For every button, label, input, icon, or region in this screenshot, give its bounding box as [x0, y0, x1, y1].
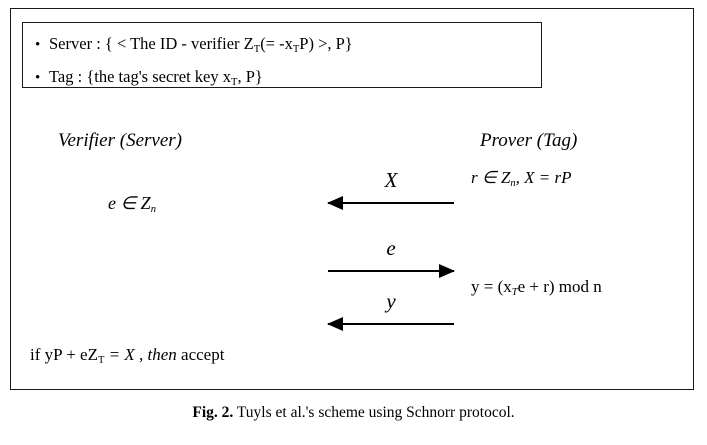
tag-assumption-prefix: Tag : {the tag's secret key x: [49, 67, 232, 86]
message-e-arrow: [328, 236, 454, 286]
assumptions-box: [22, 22, 542, 88]
prover-response-lhs: y = (x: [471, 277, 512, 296]
figure-caption: [0, 404, 707, 422]
arrow-shaft: [328, 323, 454, 325]
server-assumption: [35, 29, 531, 62]
prover-response-rest: e + r) mod n: [517, 277, 602, 296]
arrow-head-right-icon: [439, 264, 455, 278]
verifier-check-post: accept: [181, 345, 225, 364]
arrow-head-left-icon: [327, 317, 343, 331]
bullet-icon: •: [35, 70, 41, 86]
server-assumption-suffix: P) >, P}: [299, 34, 353, 53]
message-x-label: X: [384, 168, 398, 192]
prover-response-line: [471, 277, 602, 297]
figure-caption-label: Fig. 2.: [192, 404, 234, 421]
verifier-check-prefix: if yP + eZ: [30, 345, 98, 364]
server-assumption-mid: (= -x: [260, 34, 293, 53]
prover-random-lhs: r ∈ Z: [471, 168, 511, 187]
tag-assumption: [35, 62, 531, 95]
arrow-shaft: [328, 270, 454, 272]
prover-random-sub: n: [510, 178, 516, 189]
verifier-column-title: Verifier (Server): [58, 130, 182, 151]
prover-random-rest: , X = rP: [515, 168, 572, 187]
arrow-shaft: [328, 202, 454, 204]
message-x-arrow: [328, 168, 454, 218]
verifier-challenge-lhs: e ∈ Z: [108, 193, 151, 213]
figure-caption-text: Tuyls et al.'s scheme using Schnorr protocol.: [236, 404, 515, 421]
verifier-check-sub: T: [97, 355, 105, 366]
verifier-challenge-line: [108, 193, 156, 214]
message-y-arrow: [328, 289, 454, 339]
verifier-check-then: then: [147, 345, 177, 364]
verifier-check-line: [30, 345, 224, 365]
server-assumption-prefix: Server : { < The ID - verifier Z: [49, 34, 254, 53]
bullet-icon: •: [35, 37, 41, 53]
prover-random-line: [471, 168, 572, 188]
prover-column-title: Prover (Tag): [480, 130, 578, 151]
verifier-check-mid: = X ,: [104, 345, 144, 364]
message-y-label: y: [386, 289, 396, 313]
arrow-head-left-icon: [327, 196, 343, 210]
message-e-label: e: [386, 236, 396, 260]
server-assumption-sub2: T: [292, 44, 300, 55]
tag-assumption-sub: T: [231, 77, 238, 88]
server-assumption-sub1: T: [253, 44, 261, 55]
tag-assumption-suffix: , P}: [237, 67, 263, 86]
verifier-challenge-sub: n: [150, 204, 156, 215]
prover-response-sub: T: [511, 287, 518, 298]
